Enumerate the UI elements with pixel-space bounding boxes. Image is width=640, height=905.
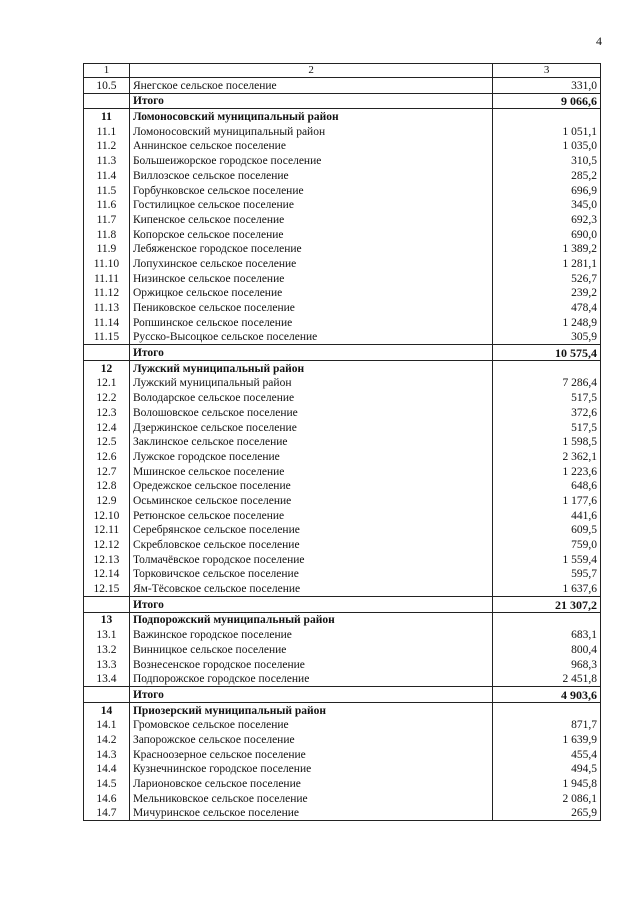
table-row	[84, 168, 601, 183]
row-value-cell: 455,4	[493, 747, 601, 762]
row-number-cell: 12.6	[84, 449, 130, 464]
row-value-cell	[493, 361, 601, 376]
row-name-cell: Ломоносовский муниципальный район	[129, 109, 492, 124]
row-value-cell: 1 598,5	[493, 435, 601, 450]
row-number-cell: 12.15	[84, 581, 130, 596]
row-number-cell: 13	[84, 612, 130, 627]
table-row	[84, 806, 601, 821]
table-row	[84, 523, 601, 538]
table-row	[84, 642, 601, 657]
row-number-cell: 11	[84, 109, 130, 124]
district-header-row	[84, 361, 601, 376]
row-name-cell: Красноозерное сельское поселение	[129, 747, 492, 762]
row-value-cell: 2 451,8	[493, 672, 601, 687]
row-value-cell: 696,9	[493, 183, 601, 198]
table-row	[84, 153, 601, 168]
table-row	[84, 78, 601, 94]
row-name-cell: Копорское сельское поселение	[129, 227, 492, 242]
table-row	[84, 212, 601, 227]
row-name-cell: Русско-Высоцкое сельское поселение	[129, 330, 492, 345]
row-value-cell: 1 223,6	[493, 464, 601, 479]
row-number-cell: 11.7	[84, 212, 130, 227]
row-number-cell: 11.1	[84, 124, 130, 139]
row-value-cell: 692,3	[493, 212, 601, 227]
row-name-cell: Винницкое сельское поселение	[129, 642, 492, 657]
row-value-cell: 1 051,1	[493, 124, 601, 139]
row-value-cell: 1 639,9	[493, 732, 601, 747]
row-name-cell: Итого	[129, 687, 492, 703]
row-name-cell: Скребловское сельское поселение	[129, 537, 492, 552]
row-value-cell: 1 035,0	[493, 139, 601, 154]
row-name-cell: Мичуринское сельское поселение	[129, 806, 492, 821]
row-name-cell: Осьминское сельское поселение	[129, 493, 492, 508]
row-number-cell: 12.7	[84, 464, 130, 479]
table-row	[84, 330, 601, 345]
row-value-cell: 683,1	[493, 627, 601, 642]
row-value-cell: 1 945,8	[493, 776, 601, 791]
table-row	[84, 420, 601, 435]
row-name-cell: Подпорожское городское поселение	[129, 672, 492, 687]
row-value-cell: 285,2	[493, 168, 601, 183]
row-number-cell: 11.6	[84, 198, 130, 213]
table-row	[84, 435, 601, 450]
table-row	[84, 139, 601, 154]
row-number-cell: 14.5	[84, 776, 130, 791]
row-name-cell: Кипенское сельское поселение	[129, 212, 492, 227]
row-name-cell: Лужское городское поселение	[129, 449, 492, 464]
row-value-cell: 968,3	[493, 657, 601, 672]
table-row	[84, 390, 601, 405]
table-row	[84, 508, 601, 523]
row-value-cell: 4 903,6	[493, 687, 601, 703]
row-name-cell: Торковичское сельское поселение	[129, 567, 492, 582]
row-value-cell: 239,2	[493, 286, 601, 301]
row-value-cell: 1 389,2	[493, 242, 601, 257]
row-number-cell: 12.5	[84, 435, 130, 450]
table-row	[84, 581, 601, 596]
row-value-cell: 345,0	[493, 198, 601, 213]
row-name-cell: Приозерский муниципальный район	[129, 702, 492, 717]
row-name-cell: Серебрянское сельское поселение	[129, 523, 492, 538]
row-name-cell: Янегское сельское поселение	[129, 78, 492, 94]
row-value-cell: 10 575,4	[493, 345, 601, 361]
row-number-cell: 11.11	[84, 271, 130, 286]
table-row	[84, 732, 601, 747]
row-value-cell: 9 066,6	[493, 93, 601, 109]
table-row	[84, 552, 601, 567]
row-name-cell: Мельниковское сельское поселение	[129, 791, 492, 806]
row-value-cell: 759,0	[493, 537, 601, 552]
row-number-cell: 11.4	[84, 168, 130, 183]
row-name-cell: Пениковское сельское поселение	[129, 300, 492, 315]
total-row	[84, 345, 601, 361]
table-row	[84, 747, 601, 762]
table-row	[84, 449, 601, 464]
row-name-cell: Заклинское сельское поселение	[129, 435, 492, 450]
row-number-cell: 12.3	[84, 405, 130, 420]
row-number-cell: 11.10	[84, 256, 130, 271]
total-row	[84, 597, 601, 613]
district-header-row	[84, 109, 601, 124]
row-number-cell: 12.2	[84, 390, 130, 405]
row-number-cell: 11.2	[84, 139, 130, 154]
row-value-cell: 21 307,2	[493, 597, 601, 613]
row-value-cell	[493, 702, 601, 717]
table-row	[84, 464, 601, 479]
table-row	[84, 537, 601, 552]
row-number-cell: 11.8	[84, 227, 130, 242]
table-row	[84, 657, 601, 672]
row-number-cell: 14.3	[84, 747, 130, 762]
row-value-cell: 310,5	[493, 153, 601, 168]
column-header-number: 1	[84, 64, 130, 78]
row-number-cell: 13.4	[84, 672, 130, 687]
total-row	[84, 93, 601, 109]
row-number-cell: 14.4	[84, 762, 130, 777]
row-value-cell: 1 177,6	[493, 493, 601, 508]
row-value-cell: 517,5	[493, 420, 601, 435]
row-name-cell: Ям-Тёсовское сельское поселение	[129, 581, 492, 596]
row-number-cell: 12.4	[84, 420, 130, 435]
row-name-cell: Низинское сельское поселение	[129, 271, 492, 286]
row-name-cell: Важинское городское поселение	[129, 627, 492, 642]
row-name-cell: Толмачёвское городское поселение	[129, 552, 492, 567]
row-name-cell: Вознесенское городское поселение	[129, 657, 492, 672]
row-number-cell: 12.8	[84, 479, 130, 494]
row-number-cell: 14.7	[84, 806, 130, 821]
row-number-cell: 11.14	[84, 315, 130, 330]
row-value-cell: 690,0	[493, 227, 601, 242]
table-row	[84, 315, 601, 330]
row-value-cell: 2 086,1	[493, 791, 601, 806]
table-row	[84, 776, 601, 791]
table-row	[84, 286, 601, 301]
row-value-cell: 648,6	[493, 479, 601, 494]
row-number-cell: 10.5	[84, 78, 130, 94]
row-value-cell: 517,5	[493, 390, 601, 405]
row-name-cell: Итого	[129, 597, 492, 613]
table-row	[84, 124, 601, 139]
row-value-cell: 871,7	[493, 718, 601, 733]
row-number-cell: 11.9	[84, 242, 130, 257]
table-row	[84, 300, 601, 315]
column-header-value: 3	[493, 64, 601, 78]
allocation-table	[83, 63, 601, 821]
table-row	[84, 493, 601, 508]
row-number-cell	[84, 345, 130, 361]
row-name-cell: Мшинское сельское поселение	[129, 464, 492, 479]
row-number-cell: 14.6	[84, 791, 130, 806]
table-row	[84, 405, 601, 420]
row-value-cell: 265,9	[493, 806, 601, 821]
row-value-cell: 1 248,9	[493, 315, 601, 330]
row-name-cell: Лужский муниципальный район	[129, 376, 492, 391]
row-value-cell: 372,6	[493, 405, 601, 420]
row-name-cell: Оредежское сельское поселение	[129, 479, 492, 494]
row-number-cell: 13.2	[84, 642, 130, 657]
row-value-cell: 2 362,1	[493, 449, 601, 464]
table-row	[84, 627, 601, 642]
row-value-cell: 1 559,4	[493, 552, 601, 567]
row-value-cell: 331,0	[493, 78, 601, 94]
row-number-cell: 11.13	[84, 300, 130, 315]
row-number-cell: 14	[84, 702, 130, 717]
row-name-cell: Ломоносовский муниципальный район	[129, 124, 492, 139]
table-header-row	[84, 64, 601, 78]
row-value-cell: 494,5	[493, 762, 601, 777]
row-number-cell: 12	[84, 361, 130, 376]
table-row	[84, 567, 601, 582]
page-number: 4	[596, 34, 602, 48]
table-row	[84, 227, 601, 242]
row-value-cell: 609,5	[493, 523, 601, 538]
row-name-cell: Ларионовское сельское поселение	[129, 776, 492, 791]
row-value-cell: 800,4	[493, 642, 601, 657]
row-value-cell: 526,7	[493, 271, 601, 286]
row-name-cell: Запорожское сельское поселение	[129, 732, 492, 747]
row-number-cell: 12.10	[84, 508, 130, 523]
row-name-cell: Ропшинское сельское поселение	[129, 315, 492, 330]
row-number-cell: 14.2	[84, 732, 130, 747]
row-name-cell: Аннинское сельское поселение	[129, 139, 492, 154]
district-header-row	[84, 612, 601, 627]
column-header-name: 2	[129, 64, 492, 78]
row-number-cell: 13.3	[84, 657, 130, 672]
table-row	[84, 672, 601, 687]
row-name-cell: Володарское сельское поселение	[129, 390, 492, 405]
row-name-cell: Большеижорское городское поселение	[129, 153, 492, 168]
total-row	[84, 687, 601, 703]
row-value-cell: 305,9	[493, 330, 601, 345]
row-number-cell: 12.9	[84, 493, 130, 508]
row-name-cell: Подпорожский муниципальный район	[129, 612, 492, 627]
row-number-cell: 11.15	[84, 330, 130, 345]
table-row	[84, 183, 601, 198]
row-number-cell	[84, 93, 130, 109]
row-number-cell	[84, 687, 130, 703]
row-number-cell: 11.3	[84, 153, 130, 168]
row-name-cell: Гостилицкое сельское поселение	[129, 198, 492, 213]
row-name-cell: Лебяженское городское поселение	[129, 242, 492, 257]
row-value-cell: 478,4	[493, 300, 601, 315]
row-value-cell: 595,7	[493, 567, 601, 582]
row-number-cell: 14.1	[84, 718, 130, 733]
table-body	[84, 78, 601, 821]
row-number-cell: 12.11	[84, 523, 130, 538]
row-value-cell	[493, 109, 601, 124]
row-name-cell: Виллозское сельское поселение	[129, 168, 492, 183]
row-name-cell: Итого	[129, 345, 492, 361]
row-number-cell: 11.5	[84, 183, 130, 198]
row-value-cell: 1 281,1	[493, 256, 601, 271]
row-name-cell: Лопухинское сельское поселение	[129, 256, 492, 271]
row-number-cell: 12.1	[84, 376, 130, 391]
table-row	[84, 256, 601, 271]
row-number-cell: 12.12	[84, 537, 130, 552]
row-number-cell	[84, 597, 130, 613]
row-value-cell: 7 286,4	[493, 376, 601, 391]
row-name-cell: Итого	[129, 93, 492, 109]
row-number-cell: 13.1	[84, 627, 130, 642]
row-name-cell: Дзержинское сельское поселение	[129, 420, 492, 435]
row-value-cell	[493, 612, 601, 627]
table-row	[84, 198, 601, 213]
table-row	[84, 762, 601, 777]
district-header-row	[84, 702, 601, 717]
table-row	[84, 242, 601, 257]
row-number-cell: 12.14	[84, 567, 130, 582]
row-number-cell: 11.12	[84, 286, 130, 301]
row-value-cell: 441,6	[493, 508, 601, 523]
table-row	[84, 271, 601, 286]
table-row	[84, 479, 601, 494]
row-name-cell: Горбунковское сельское поселение	[129, 183, 492, 198]
row-name-cell: Волошовское сельское поселение	[129, 405, 492, 420]
row-name-cell: Кузнечнинское городское поселение	[129, 762, 492, 777]
row-name-cell: Громовское сельское поселение	[129, 718, 492, 733]
row-name-cell: Лужский муниципальный район	[129, 361, 492, 376]
row-value-cell: 1 637,6	[493, 581, 601, 596]
row-number-cell: 12.13	[84, 552, 130, 567]
table-row	[84, 376, 601, 391]
row-name-cell: Оржицкое сельское поселение	[129, 286, 492, 301]
row-name-cell: Ретюнское сельское поселение	[129, 508, 492, 523]
table-row	[84, 791, 601, 806]
table-row	[84, 718, 601, 733]
